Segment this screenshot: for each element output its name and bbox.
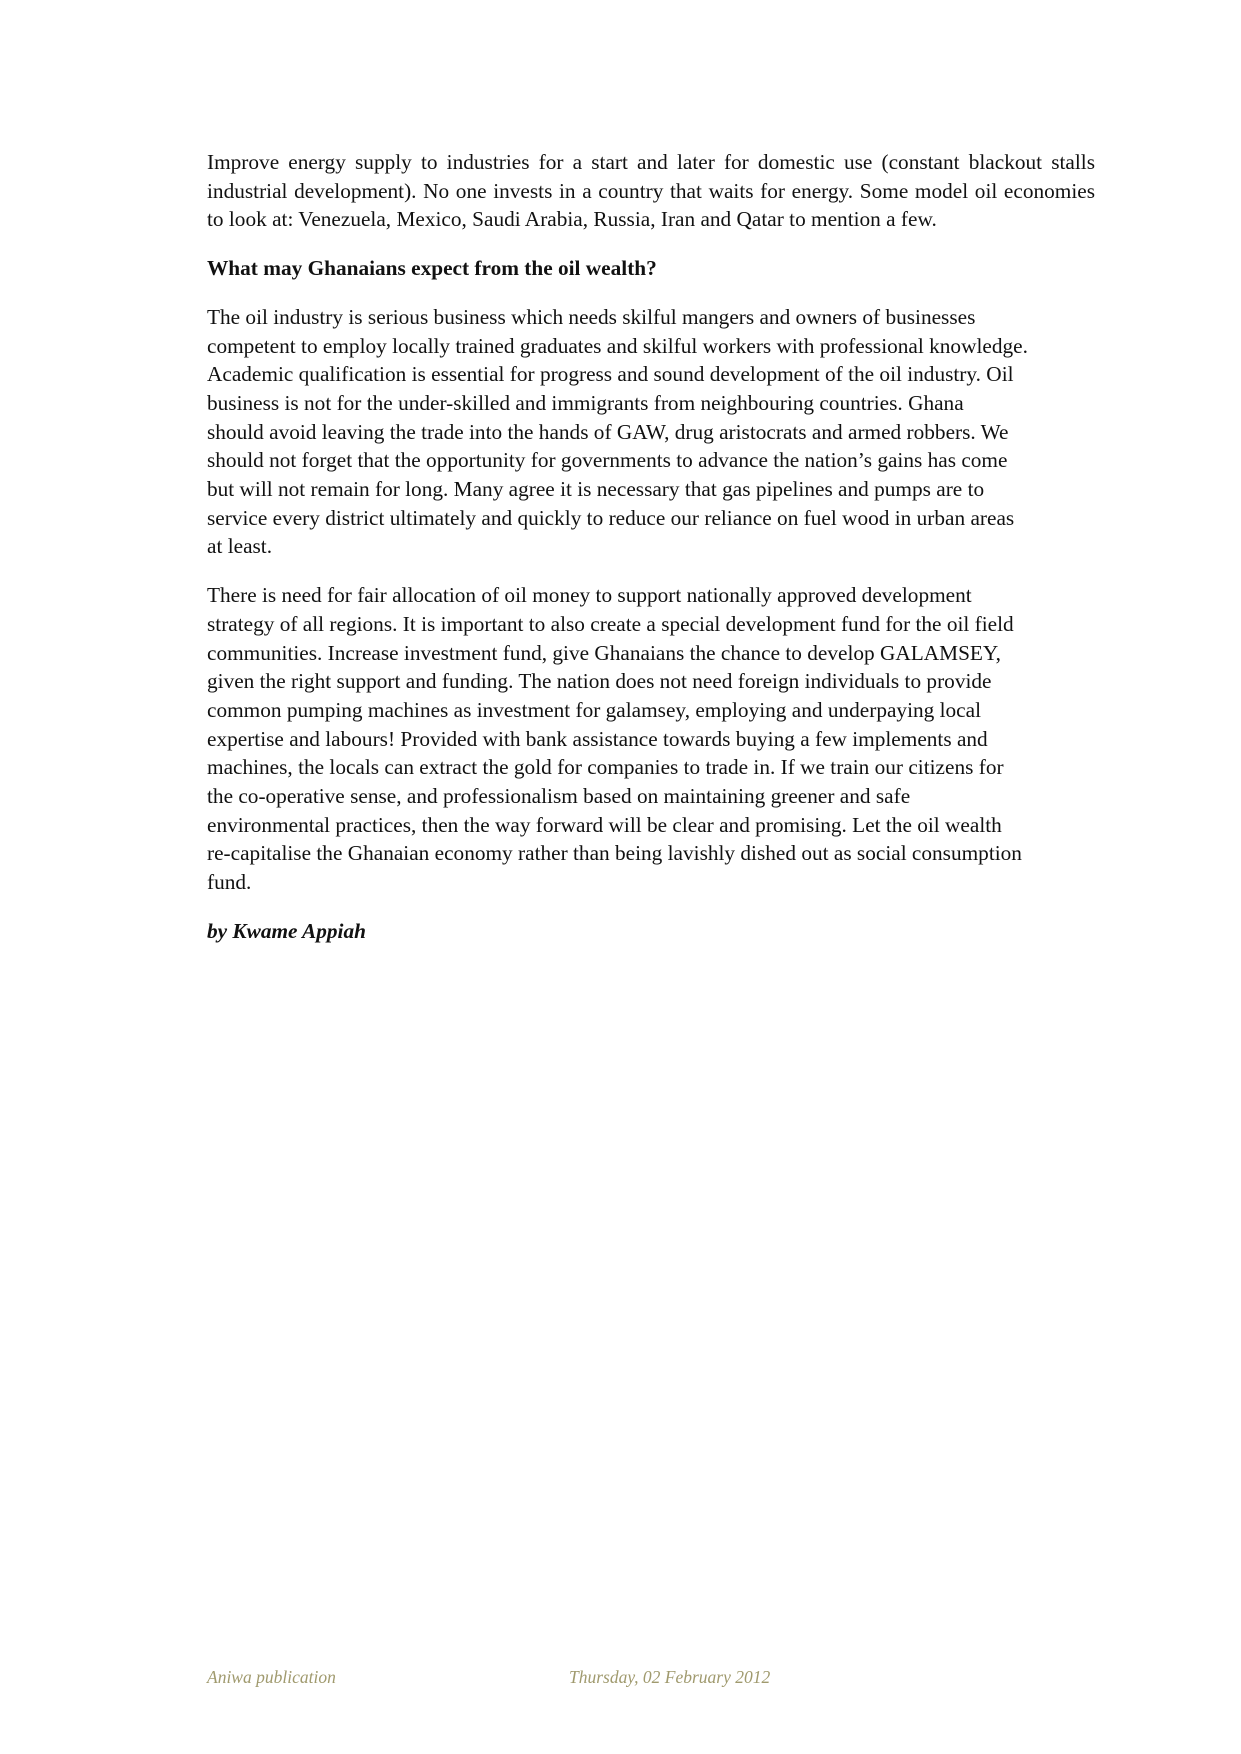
byline: by Kwame Appiah <box>207 918 366 943</box>
text-line: There is need for fair allocation of oil money to support nationally approved development <box>207 583 972 608</box>
text-line: common pumping machines as investment for galamsey, employing and underpaying local <box>207 697 981 722</box>
text-line: at least. <box>207 534 273 559</box>
text-line: service every district ultimately and quickly to reduce our reliance on fuel wood in urban areas <box>207 505 1015 530</box>
text-line: should avoid leaving the trade into the hands of GAW, drug aristocrats and armed robbers. We <box>207 419 1009 444</box>
text-line: The oil industry is serious business which needs skilful mangers and owners of businesses <box>207 304 976 329</box>
text-line: communities. Increase investment fund, give Ghanaians the chance to develop GALAMSEY, <box>207 640 1001 665</box>
footer-date: Thursday, 02 February 2012 <box>569 1667 771 1687</box>
text-line: should not forget that the opportunity for governments to advance the nation’s gains has come <box>207 448 1008 473</box>
text-line: fund. <box>207 870 252 895</box>
text-line: business is not for the under-skilled and immigrants from neighbouring countries. Ghana <box>207 390 964 415</box>
paragraph-allocation <box>207 581 1095 897</box>
text-line: environmental practices, then the way forward will be clear and promising. Let the oil wealth <box>207 812 1002 837</box>
paragraph-oil-industry <box>207 303 1095 561</box>
text-line: but will not remain for long. Many agree it is necessary that gas pipelines and pumps are to <box>207 477 985 502</box>
text-line: Academic qualification is essential for progress and sound development of the oil industry. Oil <box>207 362 1014 387</box>
text-line: competent to employ locally trained graduates and skilful workers with professional knowledge. <box>207 333 1028 358</box>
section-heading: What may Ghanaians expect from the oil wealth? <box>207 256 657 281</box>
text-line: the co-operative sense, and professionalism based on maintaining greener and safe <box>207 784 911 809</box>
text-line: given the right support and funding. The nation does not need foreign individuals to provide <box>207 669 992 694</box>
text-line: machines, the locals can extract the gold for companies to trade in. If we train our citizens for <box>207 755 1004 780</box>
intro-paragraph: Improve energy supply to industries for a start and later for domestic use (constant blackout stalls industrial development). No one invests in a country that waits for energy. Some model oil economies to look at: Venezuela, Mexico, Saudi Arabia, Russia, Iran and Qatar to mention a few. <box>207 150 1095 232</box>
text-line: re-capitalise the Ghanaian economy rather than being lavishly dished out as social consumption <box>207 841 1022 866</box>
footer-publication: Aniwa publication <box>207 1667 336 1687</box>
document-body <box>207 148 1095 946</box>
text-line: strategy of all regions. It is important to also create a special development fund for the oil field <box>207 611 1014 636</box>
text-line: expertise and labours! Provided with bank assistance towards buying a few implements and <box>207 726 988 751</box>
